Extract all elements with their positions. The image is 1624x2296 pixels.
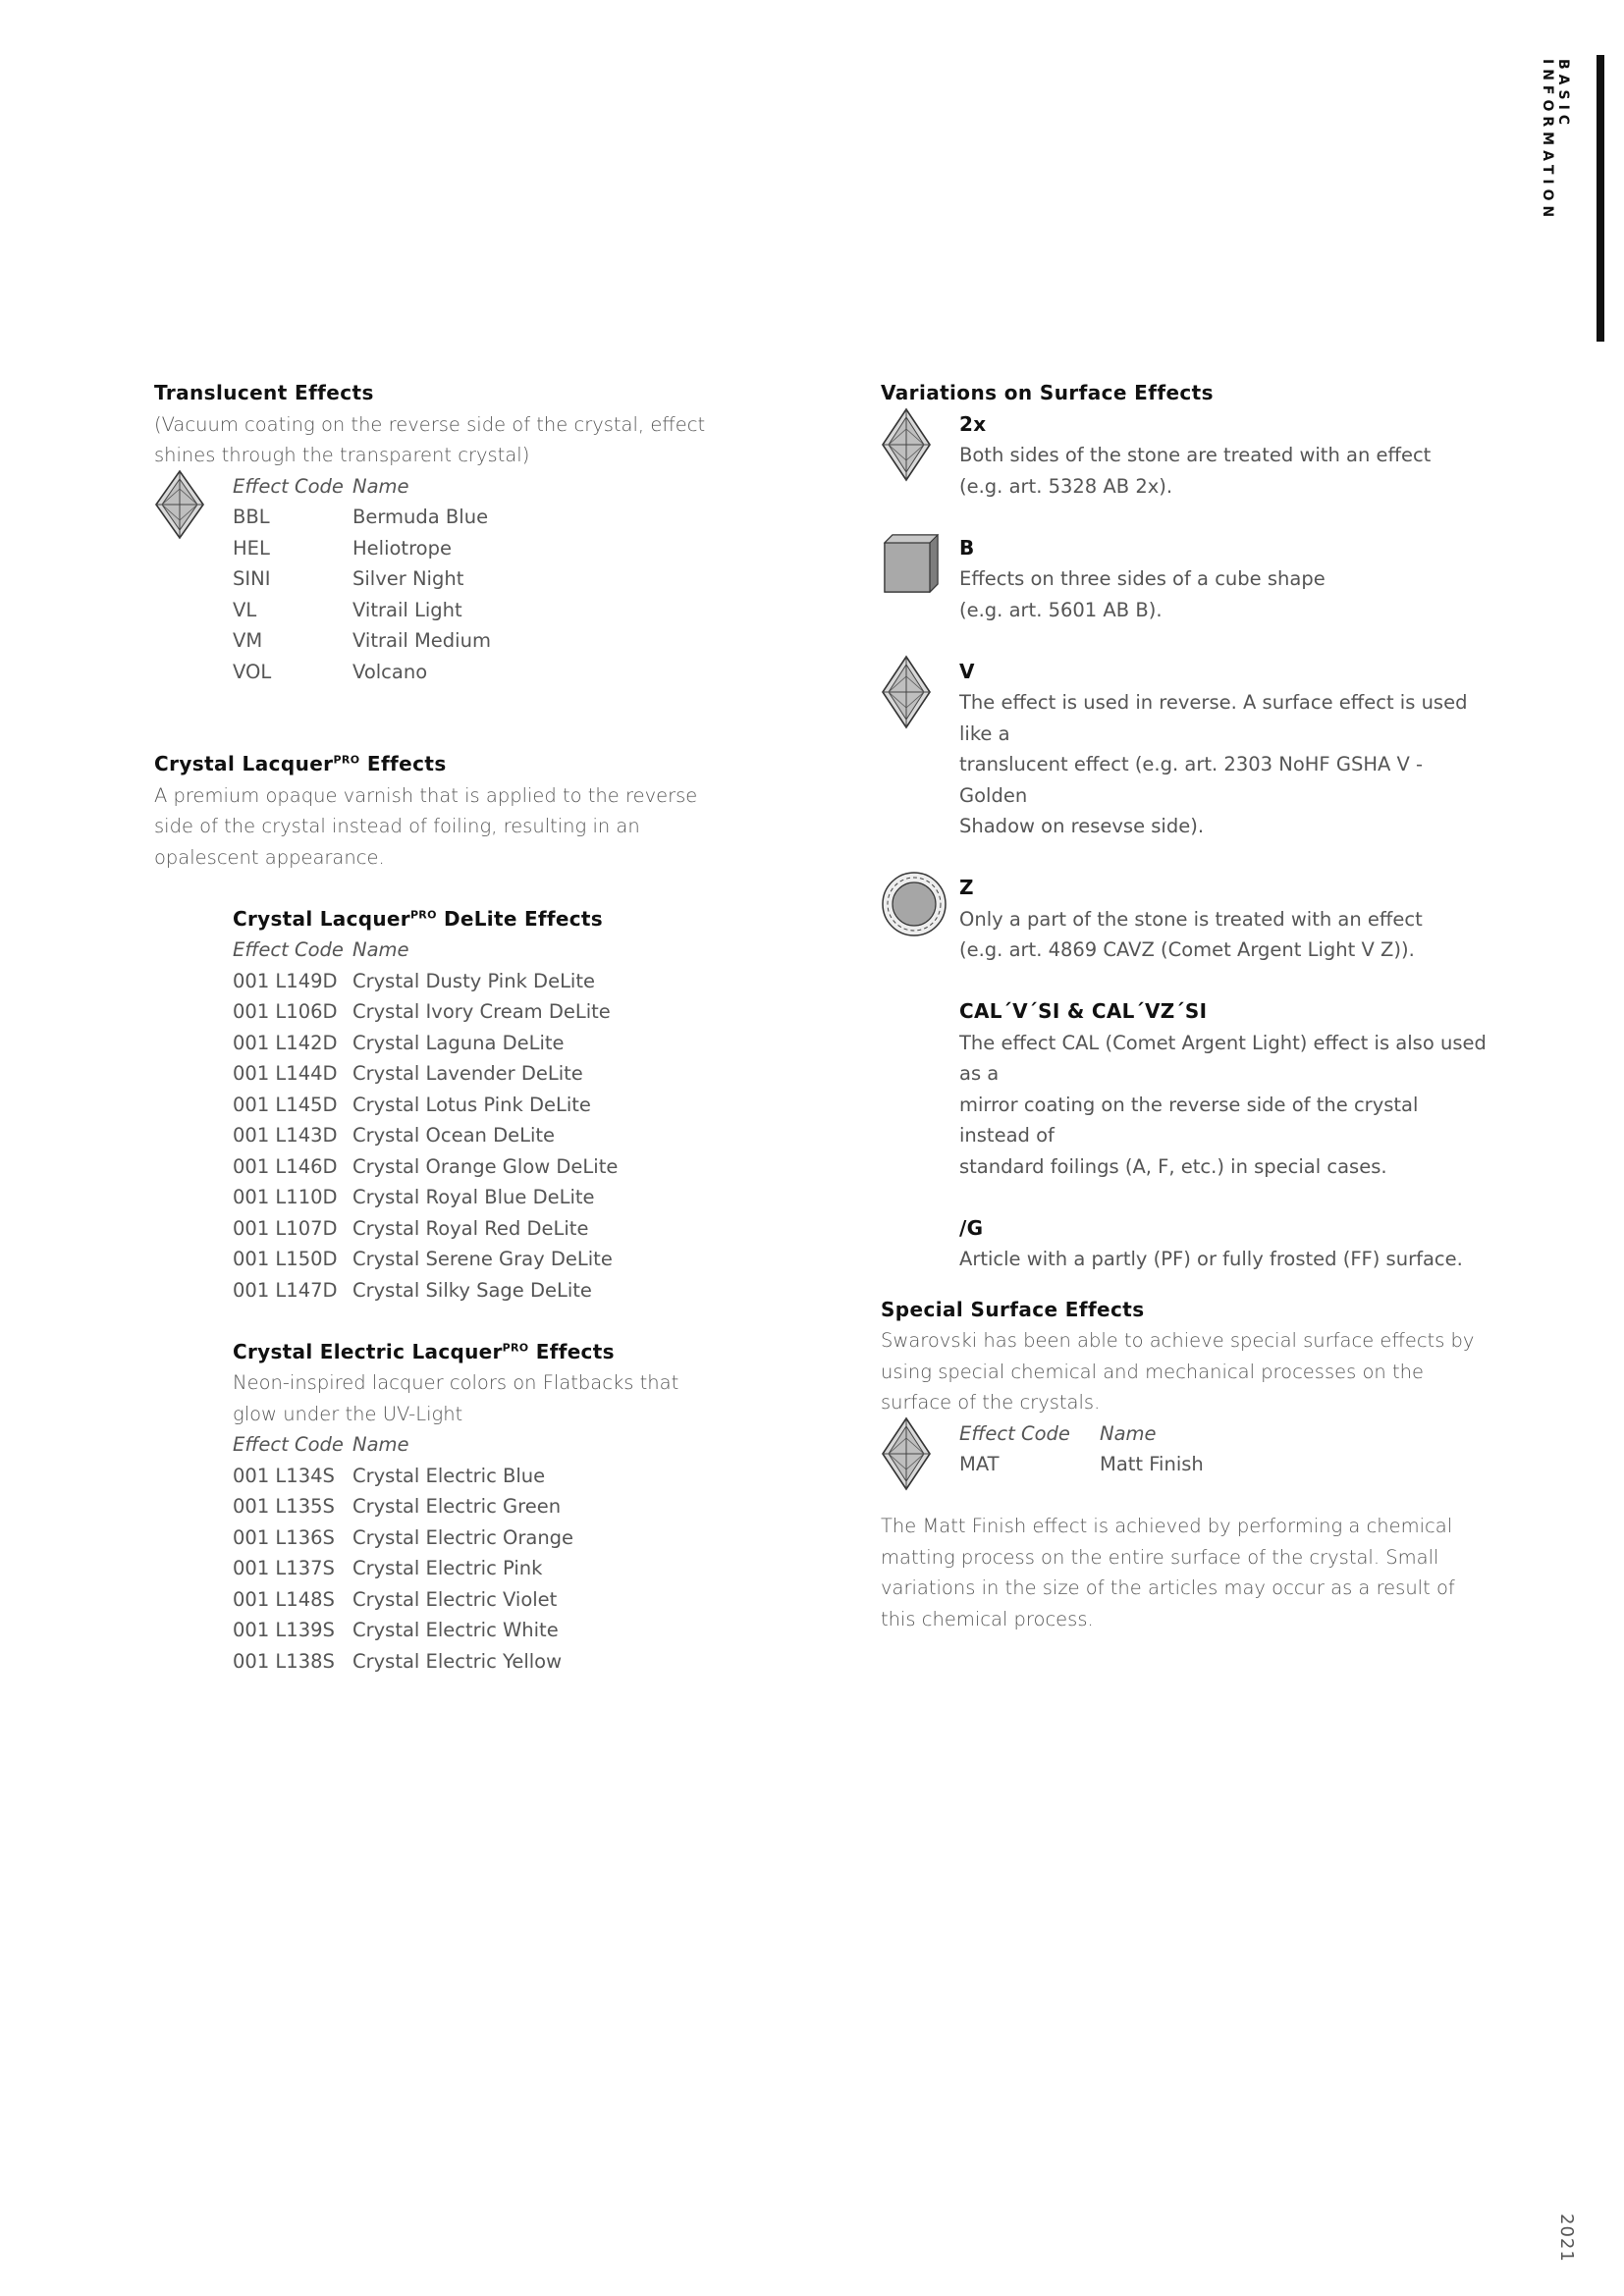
table-header bbox=[233, 471, 491, 503]
special-desc: Swarovski has been able to achieve special surface effects by using special chemical and mechanical processes on the surface of the crystals. bbox=[881, 1329, 1475, 1414]
delite-title-suffix: DeLite Effects bbox=[436, 906, 603, 931]
variations-title: Variations on Surface Effects bbox=[881, 381, 1214, 404]
variation-line: translucent effect (e.g. art. 2303 NoHF GSHA V - Golden bbox=[959, 753, 1424, 807]
table-row bbox=[233, 1120, 743, 1151]
effect-name: Vitrail Medium bbox=[352, 629, 491, 652]
table-row bbox=[233, 533, 491, 564]
effect-code: 001 L142D bbox=[233, 1031, 338, 1054]
table-row bbox=[233, 1584, 743, 1616]
effect-name: Crystal Electric Yellow bbox=[352, 1649, 563, 1673]
effect-code: 001 L148S bbox=[233, 1587, 335, 1611]
table-row bbox=[959, 1449, 1204, 1480]
table-row bbox=[233, 1213, 743, 1245]
effect-code: 001 L138S bbox=[233, 1649, 335, 1673]
variation-line: Both sides of the stone are treated with an effect bbox=[959, 444, 1432, 466]
effect-name: Matt Finish bbox=[1100, 1453, 1204, 1475]
crystal-back-icon bbox=[154, 469, 205, 540]
effect-code: VL bbox=[233, 598, 257, 621]
right-column bbox=[881, 378, 1489, 1634]
effect-name: Crystal Ocean DeLite bbox=[352, 1124, 556, 1147]
table-header bbox=[233, 1429, 743, 1461]
variation-code: B bbox=[959, 535, 975, 560]
effect-name: Crystal Serene Gray DeLite bbox=[352, 1248, 613, 1270]
round-stone-icon bbox=[881, 871, 947, 937]
variation-line: Only a part of the stone is treated with an effect bbox=[959, 907, 1423, 931]
effect-name: Crystal Electric White bbox=[352, 1619, 559, 1641]
table-header bbox=[233, 934, 743, 966]
effect-name: Crystal Electric Pink bbox=[352, 1557, 543, 1579]
effect-name: Crystal Ivory Cream DeLite bbox=[352, 1000, 611, 1023]
delite-title-sup: PRO bbox=[409, 907, 437, 921]
table-row bbox=[233, 502, 491, 533]
effect-code: BBL bbox=[233, 506, 270, 528]
section-tab-bar bbox=[1597, 55, 1604, 342]
table-row bbox=[233, 1615, 743, 1646]
variation-line: The effect CAL (Comet Argent Light) effect is also used as a bbox=[959, 1031, 1487, 1085]
variation-code: /G bbox=[959, 1215, 984, 1240]
page-year: 2021 bbox=[1556, 2214, 1577, 2263]
effect-name: Crystal Electric Green bbox=[352, 1495, 562, 1518]
translucent-desc: (Vacuum coating on the reverse side of the crystal, effect shines through the transparent crystal) bbox=[154, 412, 706, 466]
electric-title-text: Crystal Electric Lacquer bbox=[233, 1339, 503, 1363]
electric-title-suffix: Effects bbox=[528, 1339, 615, 1363]
effect-name: Crystal Laguna DeLite bbox=[352, 1031, 565, 1054]
special-title: Special Surface Effects bbox=[881, 1297, 1145, 1321]
left-column bbox=[154, 378, 743, 1677]
effect-code: MAT bbox=[959, 1453, 1000, 1475]
translucent-icon-col bbox=[154, 471, 233, 688]
effect-code: 001 L137S bbox=[233, 1557, 335, 1579]
effect-code: 001 L145D bbox=[233, 1093, 338, 1116]
crystal-back-icon bbox=[881, 655, 932, 729]
effect-code: 001 L149D bbox=[233, 969, 338, 992]
table-row bbox=[233, 966, 743, 997]
effect-name: Heliotrope bbox=[352, 536, 452, 560]
variation-line: Shadow on resevse side). bbox=[959, 815, 1205, 837]
effect-code: 001 L107D bbox=[233, 1216, 338, 1240]
lacquer-title-suffix: Effects bbox=[359, 752, 447, 775]
table-row bbox=[233, 996, 743, 1028]
delite-title-text: Crystal Lacquer bbox=[233, 906, 410, 931]
variation-g bbox=[881, 1213, 1489, 1275]
table-row bbox=[233, 1553, 743, 1584]
header-effect-code: Effect Code bbox=[233, 938, 344, 961]
header-name: Name bbox=[352, 474, 409, 498]
translucent-title: Translucent Effects bbox=[154, 381, 374, 404]
effect-code: 001 L146D bbox=[233, 1154, 338, 1178]
effect-name: Crystal Silky Sage DeLite bbox=[352, 1278, 592, 1302]
table-row bbox=[233, 1646, 743, 1678]
effect-name: Crystal Royal Blue DeLite bbox=[352, 1186, 595, 1208]
lacquer-desc: A premium opaque varnish that is applied to the reverse side of the crystal instead of foiling, resulting in an opalescent appearance. bbox=[154, 783, 698, 869]
effect-code: HEL bbox=[233, 536, 270, 560]
special-note: The Matt Finish effect is achieved by performing a chemical matting process on the entire surface of the crystal. Small variations in the size of the articles may occur as a result of this chemical process. bbox=[881, 1515, 1455, 1630]
electric-title-sup: PRO bbox=[502, 1340, 529, 1354]
effect-code: 001 L134S bbox=[233, 1464, 335, 1487]
lacquer-title-text: Crystal Lacquer bbox=[154, 752, 334, 775]
effect-name: Crystal Lotus Pink DeLite bbox=[352, 1093, 591, 1116]
table-row bbox=[233, 595, 491, 626]
header-name: Name bbox=[1100, 1421, 1157, 1445]
table-row bbox=[233, 1028, 743, 1059]
variation-code: V bbox=[959, 659, 975, 683]
header-effect-code: Effect Code bbox=[233, 1433, 344, 1456]
effect-name: Crystal Orange Glow DeLite bbox=[352, 1154, 619, 1178]
variation-code: CAL´V´SI & CAL´VZ´SI bbox=[959, 999, 1208, 1023]
effect-code: 001 L135S bbox=[233, 1495, 335, 1518]
variation-line: (e.g. art. 4869 CAVZ (Comet Argent Light V Z)). bbox=[959, 938, 1415, 961]
effect-name: Crystal Lavender DeLite bbox=[352, 1062, 583, 1085]
effect-code: VOL bbox=[233, 660, 272, 683]
table-row bbox=[233, 1058, 743, 1090]
effect-code: 001 L143D bbox=[233, 1124, 338, 1147]
effect-code: 001 L147D bbox=[233, 1278, 338, 1302]
variation-z bbox=[881, 873, 1489, 966]
crystal-back-icon bbox=[881, 407, 932, 482]
effect-name: Bermuda Blue bbox=[352, 506, 489, 528]
effect-name: Crystal Dusty Pink DeLite bbox=[352, 969, 595, 992]
table-row bbox=[233, 1182, 743, 1213]
effect-name: Vitrail Light bbox=[352, 598, 462, 621]
effect-code: 001 L150D bbox=[233, 1248, 338, 1270]
effect-name: Crystal Electric Blue bbox=[352, 1464, 546, 1487]
table-row bbox=[233, 657, 491, 688]
effect-code: SINI bbox=[233, 567, 271, 590]
header-effect-code: Effect Code bbox=[233, 474, 344, 498]
variation-code: Z bbox=[959, 876, 974, 899]
variation-line: standard foilings (A, F, etc.) in special cases. bbox=[959, 1154, 1387, 1178]
effect-name: Crystal Royal Red DeLite bbox=[352, 1216, 589, 1240]
effect-name: Crystal Electric Violet bbox=[352, 1587, 558, 1611]
table-row bbox=[233, 1461, 743, 1492]
effect-name: Crystal Electric Orange bbox=[352, 1525, 574, 1549]
table-row bbox=[233, 625, 491, 657]
header-name: Name bbox=[352, 938, 409, 961]
header-effect-code: Effect Code bbox=[959, 1421, 1070, 1445]
effect-code: 001 L136S bbox=[233, 1525, 335, 1549]
variation-v bbox=[881, 657, 1489, 842]
header-name: Name bbox=[352, 1433, 409, 1456]
variation-line: (e.g. art. 5328 AB 2x). bbox=[959, 474, 1173, 498]
delite-title bbox=[233, 904, 743, 935]
table-row bbox=[233, 1090, 743, 1121]
table-header bbox=[959, 1418, 1204, 1450]
variation-line: The effect is used in reverse. A surface effect is used like a bbox=[959, 691, 1468, 745]
variation-line: (e.g. art. 5601 AB B). bbox=[959, 598, 1163, 621]
effect-code: VM bbox=[233, 629, 263, 652]
variation-2x bbox=[881, 409, 1489, 503]
variation-cal bbox=[881, 996, 1489, 1182]
lacquer-title bbox=[154, 749, 743, 780]
table-row bbox=[233, 1275, 743, 1307]
effect-name: Volcano bbox=[352, 660, 428, 683]
table-row bbox=[233, 1244, 743, 1275]
variation-b bbox=[881, 533, 1489, 626]
effect-name: Silver Night bbox=[352, 567, 464, 590]
electric-desc: Neon-inspired lacquer colors on Flatbacks that glow under the UV-Light bbox=[233, 1371, 679, 1425]
electric-title bbox=[233, 1337, 743, 1368]
cube-icon bbox=[881, 533, 940, 596]
table-row bbox=[233, 563, 491, 595]
table-row bbox=[233, 1522, 743, 1554]
crystal-back-icon bbox=[881, 1416, 932, 1491]
section-tab-label: BASIC INFORMATION bbox=[1540, 59, 1571, 223]
effect-code: 001 L139S bbox=[233, 1619, 335, 1641]
effect-code: 001 L110D bbox=[233, 1186, 338, 1208]
variation-line: Article with a partly (PF) or fully frosted (FF) surface. bbox=[959, 1248, 1463, 1270]
lacquer-title-sup: PRO bbox=[333, 753, 360, 767]
variation-code: 2x bbox=[959, 411, 987, 436]
effect-code: 001 L106D bbox=[233, 1000, 338, 1023]
table-row bbox=[233, 1151, 743, 1183]
variation-line: mirror coating on the reverse side of the crystal instead of bbox=[959, 1093, 1419, 1147]
variation-line: Effects on three sides of a cube shape bbox=[959, 567, 1326, 590]
effect-code: 001 L144D bbox=[233, 1062, 338, 1085]
table-row bbox=[233, 1491, 743, 1522]
